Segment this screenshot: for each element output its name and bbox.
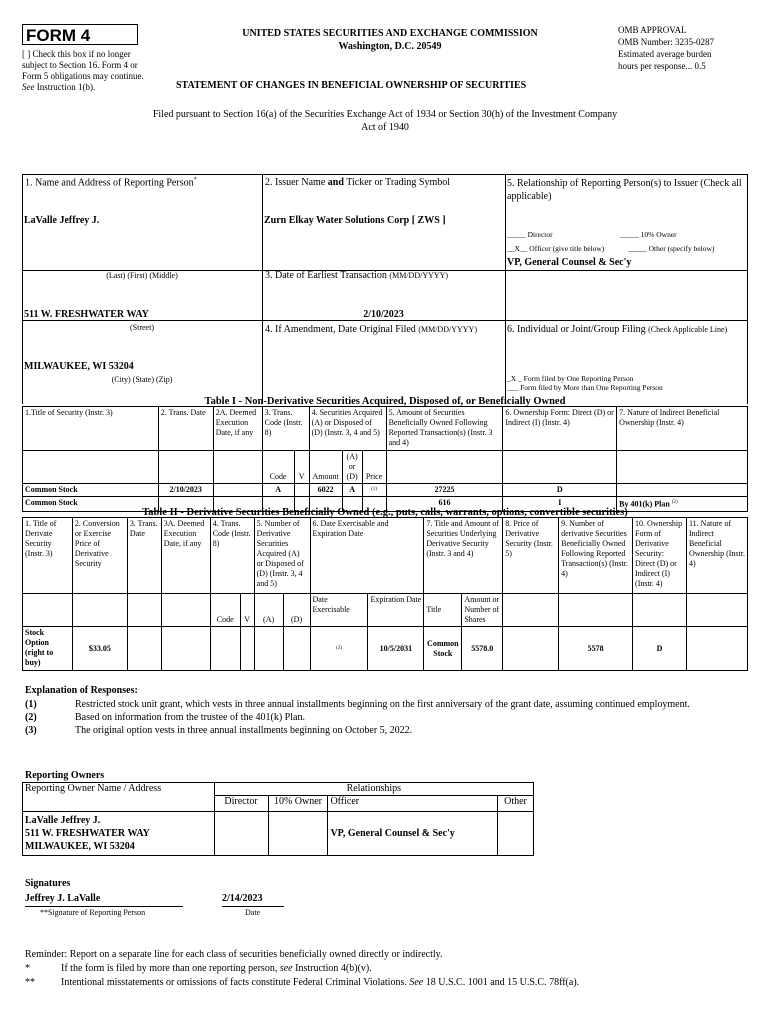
t1-h4: 4. Securities Acquired (A) or Disposed of (D) (Instr. 3, 4 and 5) xyxy=(309,407,386,451)
relationship-officer: __X__ Officer (give title below) xyxy=(507,244,605,253)
reporting-person-label: 1. Name and Address of Reporting Person* xyxy=(25,177,197,189)
owners-title: Reporting Owners xyxy=(25,770,105,781)
table-row: LaValle Jeffrey J. 511 W. FRESHWATER WAY MILWAUKEE, WI 53204 VP, General Counsel & Sec'y xyxy=(23,812,534,856)
list-item: (3) The original option vests in three annual installments beginning on October 5, 2022. xyxy=(25,725,413,736)
t1-sub-price: Price xyxy=(362,451,386,484)
owners-col-name: Reporting Owner Name / Address xyxy=(23,783,215,812)
t1-h5: 5. Amount of Securities Beneficially Owned Following Reported Transaction(s) (Instr. 3 and 4) xyxy=(386,407,503,451)
table-row: Stock Option (right to buy) $33.05 (3) 10/5/2031 Common Stock 5578.0 5578 D xyxy=(23,627,748,671)
earliest-transaction-label: 3. Date of Earliest Transaction (MM/DD/YYYY) xyxy=(265,270,449,281)
t2-h7: 7. Title and Amount of Securities Underlying Derivative Security (Instr. 3 and 4) xyxy=(424,518,503,594)
street-caption: (Street) xyxy=(130,323,154,332)
owners-col-officer: Officer xyxy=(328,796,498,812)
relationship-other: _____ Other (specify below) xyxy=(628,244,715,253)
t1-sub-v: V xyxy=(294,451,309,484)
city-caption: (City) (State) (Zip) xyxy=(111,375,173,384)
checkbox-note: [ ] Check this box if no longer subject to Section 16. Form 4 or Form 5 obligations may continue. See Instruction 1(b). xyxy=(22,49,144,92)
form-title: FORM 4 xyxy=(26,26,91,45)
filed-pursuant: Filed pursuant to Section 16(a) of the Securities Exchange Act of 1934 or Section 30(h) of the Investment Company Act of 1940 xyxy=(152,109,618,133)
t1-h3: 3. Trans. Code (Instr. 8) xyxy=(262,407,309,451)
t2-h5: 5. Number of Derivative Securities Acquired (A) or Disposed of (D) (Instr. 3, 4 and 5) xyxy=(254,518,310,594)
footer-reminder: Reminder: Report on a separate line for each class of securities beneficially owned directly or indirectly. xyxy=(25,949,443,960)
relationship-owner10: _____ 10% Owner xyxy=(620,230,677,239)
earliest-transaction-date: 2/10/2023 xyxy=(363,309,404,320)
t1-h6: 6. Ownership Form: Direct (D) or Indirect (I) (Instr. 4) xyxy=(503,407,617,451)
t2-h1: 1. Title of Derivate Security (Instr. 3) xyxy=(23,518,73,594)
t2-sub-exercisable: Date Exercisable xyxy=(310,594,368,627)
list-item: (2) Based on information from the trustee of the 401(k) Plan. xyxy=(25,712,305,723)
agency-city: Washington, D.C. 20549 xyxy=(338,41,442,52)
relationship-title: VP, General Counsel & Sec'y xyxy=(507,257,632,268)
date-line xyxy=(222,906,284,907)
t1-h2: 2. Trans. Date xyxy=(158,407,213,451)
footer-note1: * If the form is filed by more than one reporting person, see Instruction 4(b)(v). xyxy=(25,963,372,974)
agency-name: UNITED STATES SECURITIES AND EXCHANGE COMMISSION xyxy=(242,28,538,39)
t1-sub-aord: (A) or (D) xyxy=(342,451,362,484)
name-caption: (Last) (First) (Middle) xyxy=(106,271,178,280)
t1-h1: 1.Title of Security (Instr. 3) xyxy=(23,407,159,451)
signatures-title: Signatures xyxy=(25,878,71,889)
t2-sub-amount: Amount or Number of Shares xyxy=(462,594,503,627)
t2-sub-code: Code xyxy=(210,594,240,627)
t2-h8: 8. Price of Derivative Security (Instr. 5) xyxy=(503,518,559,594)
owners-col-owner: 10% Owner xyxy=(268,796,328,812)
signature-name: Jeffrey J. LaValle xyxy=(25,893,101,904)
reporting-person-city: MILWAUKEE, WI 53204 xyxy=(24,361,134,372)
relationship-director: _____ Director xyxy=(507,230,553,239)
table1-title: Table I - Non-Derivative Securities Acquired, Disposed of, or Beneficially Owned xyxy=(204,396,566,407)
footer-note2: ** Intentional misstatements or omissions of facts constitute Federal Criminal Violations. See 18 U.S.C. 1001 and 15 U.S.C. 78ff(a). xyxy=(25,977,580,988)
filing-more: ___ Form filed by More than One Reporting Person xyxy=(507,383,663,392)
signature-caption: **Signature of Reporting Person xyxy=(40,908,146,917)
issuer-label: 2. Issuer Name and Ticker or Trading Symbol xyxy=(265,177,451,188)
t2-h3: 3. Trans. Date xyxy=(127,518,161,594)
signature-date: 2/14/2023 xyxy=(222,893,263,904)
signature-line xyxy=(25,906,183,907)
table2 xyxy=(22,517,748,671)
reporting-person-street: 511 W. FRESHWATER WAY xyxy=(24,309,149,320)
t2-h9: 9. Number of derivative Securities Beneficially Owned Following Reported Transaction(s) (Instr. 4) xyxy=(559,518,633,594)
list-item: (1) Restricted stock unit grant, which vests in three annual installments beginning on the first anniversary of the grant date, assuming continued employment. xyxy=(25,699,690,710)
t2-h11: 11. Nature of Indirect Beneficial Ownership (Instr. 4) xyxy=(686,518,747,594)
explanation-list xyxy=(25,698,725,737)
owners-col-rel: Relationships xyxy=(214,783,533,796)
filing-one: _X _ Form filed by One Reporting Person xyxy=(507,374,634,383)
t1-sub-amount: Amount xyxy=(309,451,342,484)
t2-sub-a: (A) xyxy=(254,594,283,627)
t1-h7: 7. Nature of Indirect Beneficial Ownership (Instr. 4) xyxy=(617,407,748,451)
owners-table xyxy=(22,782,534,856)
statement-title: STATEMENT OF CHANGES IN BENEFICIAL OWNERSHIP OF SECURITIES xyxy=(176,80,527,91)
owners-col-other: Other xyxy=(498,796,534,812)
reporting-person-name: LaValle Jeffrey J. xyxy=(24,215,100,226)
amendment-label: 4. If Amendment, Date Original Filed (MM/DD/YYYY) xyxy=(265,324,477,335)
filing-label: 6. Individual or Joint/Group Filing (Check Applicable Line) xyxy=(507,324,728,335)
t2-h2: 2. Conversion or Exercise Price of Derivative Security xyxy=(72,518,127,594)
table-row: Common Stock 2/10/2023 A 6022 A (1) 27225 D xyxy=(23,484,748,497)
t2-h6: 6. Date Exercisable and Expiration Date xyxy=(310,518,424,594)
t2-h10: 10. Ownership Form of Derivative Security: Direct (D) or Indirect (I) (Instr. 4) xyxy=(633,518,687,594)
table2-title: Table II - Derivative Securities Beneficially Owned (e.g., puts, calls, warrants, options, convertible securities) xyxy=(142,507,628,518)
t2-sub-v: V xyxy=(240,594,254,627)
omb-box: OMB APPROVAL OMB Number: 3235-0287 Estimated average burden hours per response... 0.5 xyxy=(618,25,714,71)
form-title-box xyxy=(22,24,138,45)
t2-h4: 4. Trans. Code (Instr. 8) xyxy=(210,518,254,594)
t2-sub-expiration: Expiration Date xyxy=(368,594,424,627)
owners-col-director: Director xyxy=(214,796,268,812)
table-row: Common Stock 616 I By 401(k) Plan $^{(2)}$ xyxy=(23,497,748,512)
t2-sub-d: (D) xyxy=(283,594,310,627)
t2-h3a: 3A. Deemed Execution Date, if any xyxy=(161,518,210,594)
explanation-title: Explanation of Responses: xyxy=(25,685,138,696)
issuer-name: Zurn Elkay Water Solutions Corp [ ZWS ] xyxy=(264,215,446,226)
t1-h2a: 2A. Deemed Execution Date, if any xyxy=(213,407,262,451)
t1-sub-code: Code xyxy=(262,451,294,484)
t2-sub-title: Title xyxy=(424,594,462,627)
relationship-label: 5. Relationship of Reporting Person(s) to Issuer (Check all applicable) xyxy=(507,178,742,202)
table1 xyxy=(22,406,748,512)
date-caption: Date xyxy=(245,908,261,917)
